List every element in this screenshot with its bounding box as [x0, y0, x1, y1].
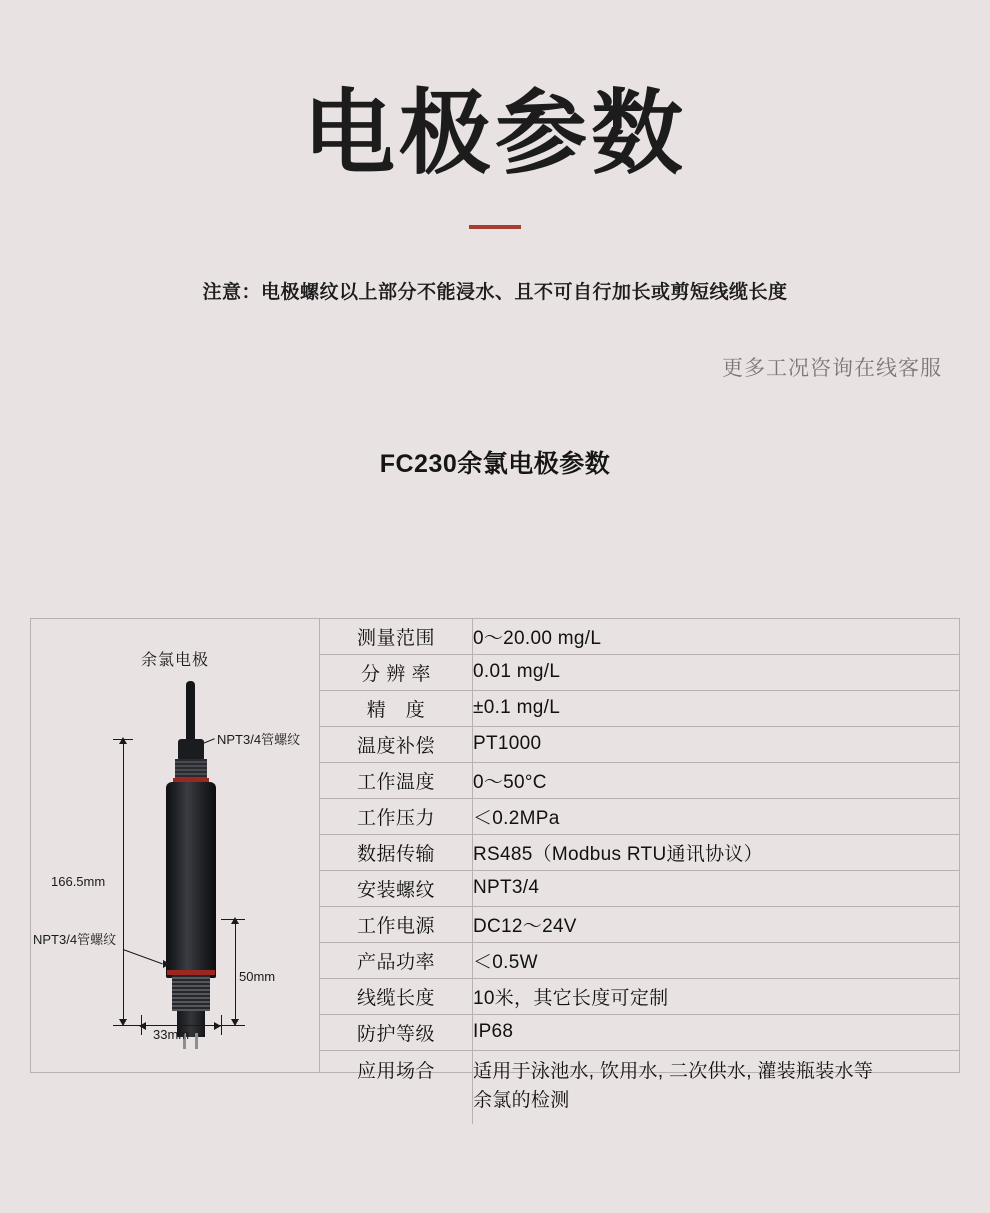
table-row — [320, 835, 959, 871]
spec-value: ±0.1 mg/L — [473, 691, 960, 727]
page-title: 电极参数 — [302, 80, 687, 187]
table-row — [320, 655, 959, 691]
spec-value: PT1000 — [473, 727, 960, 763]
table-row — [320, 871, 959, 907]
cable-gland-shape — [178, 739, 204, 761]
probe-body-shape — [166, 782, 216, 978]
spec-key: 精 度 — [320, 691, 473, 727]
diameter-dim-line — [141, 1025, 221, 1026]
spec-value: IP68 — [473, 1015, 960, 1051]
table-row — [320, 1051, 959, 1125]
spec-key: 安装螺纹 — [320, 871, 473, 907]
total-length-dim-line — [123, 739, 124, 1025]
diameter-tick-right — [221, 1015, 222, 1035]
table-row — [320, 619, 959, 655]
spec-value: DC12～24V — [473, 907, 960, 943]
total-length-tick-top — [113, 739, 133, 740]
spec-key: 线缆长度 — [320, 979, 473, 1015]
table-row — [320, 799, 959, 835]
spec-key: 工作电源 — [320, 907, 473, 943]
diameter-tick-left — [141, 1015, 142, 1035]
lower-thread-shape — [172, 975, 210, 1011]
diameter-label: 33mm — [153, 1027, 190, 1042]
spec-key: 工作压力 — [320, 799, 473, 835]
spec-key: 工作温度 — [320, 763, 473, 799]
spec-value: ＜0.2MPa — [473, 799, 960, 835]
title-divider — [469, 225, 521, 229]
thread-left-arrow-icon — [163, 960, 170, 968]
sensor-pin-right-shape — [195, 1033, 198, 1049]
table-row — [320, 691, 959, 727]
spec-value-line1: 适用于泳池水, 饮用水, 二次供水, 灌装瓶装水等 — [473, 1061, 874, 1082]
spec-key: 数据传输 — [320, 835, 473, 871]
figure-caption: 余氯电极 — [140, 652, 209, 669]
spec-value: 0～20.00 mg/L — [473, 619, 960, 655]
table-row — [320, 979, 959, 1015]
spec-key: 测量范围 — [320, 619, 473, 655]
spec-key: 温度补偿 — [320, 727, 473, 763]
lower-length-dim-line — [235, 919, 236, 1025]
table-row — [320, 1015, 959, 1051]
section-heading: FC230余氯电极参数 — [379, 449, 611, 478]
total-length-tick-bottom — [113, 1025, 141, 1026]
lower-length-tick-bottom — [221, 1025, 245, 1026]
table-row — [320, 943, 959, 979]
lower-length-label: 50mm — [239, 969, 276, 984]
product-figure — [31, 619, 319, 1072]
spec-value: RS485（Modbus RTU通讯协议） — [473, 835, 960, 871]
diameter-arrow-right-icon — [214, 1022, 221, 1030]
cable-shape — [186, 681, 195, 747]
spec-value — [473, 1051, 960, 1125]
total-length-label: 166.5mm — [51, 874, 106, 889]
probe-illustration — [159, 681, 223, 1031]
table-row — [320, 763, 959, 799]
spec-key: 防护等级 — [320, 1015, 473, 1051]
spec-table — [320, 619, 959, 1124]
table-row — [320, 727, 959, 763]
spec-value: ＜0.5W — [473, 943, 960, 979]
spec-value: 0～50°C — [473, 763, 960, 799]
spec-key: 产品功率 — [320, 943, 473, 979]
table-row — [320, 907, 959, 943]
lower-length-tick-top — [221, 919, 245, 920]
thread-left-leader-line — [123, 949, 163, 964]
spec-value: NPT3/4 — [473, 871, 960, 907]
thread-top-label: NPT3/4管螺纹 — [217, 732, 301, 747]
spec-value: 0.01 mg/L — [473, 655, 960, 691]
spec-key: 分 辨 率 — [320, 655, 473, 691]
spec-block — [30, 618, 960, 1111]
spec-value-line2: 余氯的检测 — [473, 1090, 570, 1111]
spec-value: 10米，其它长度可定制 — [473, 979, 960, 1015]
spec-table-pane — [319, 619, 959, 1111]
spec-key: 应用场合 — [320, 1051, 473, 1125]
thread-left-label: NPT3/4管螺纹 — [33, 932, 117, 947]
service-note: 更多工况咨询在线客服 — [722, 356, 942, 380]
spec-table-body — [320, 619, 959, 1124]
notice-text: 注意：电极螺纹以上部分不能浸水、且不可自行加长或剪短线缆长度 — [202, 281, 788, 303]
